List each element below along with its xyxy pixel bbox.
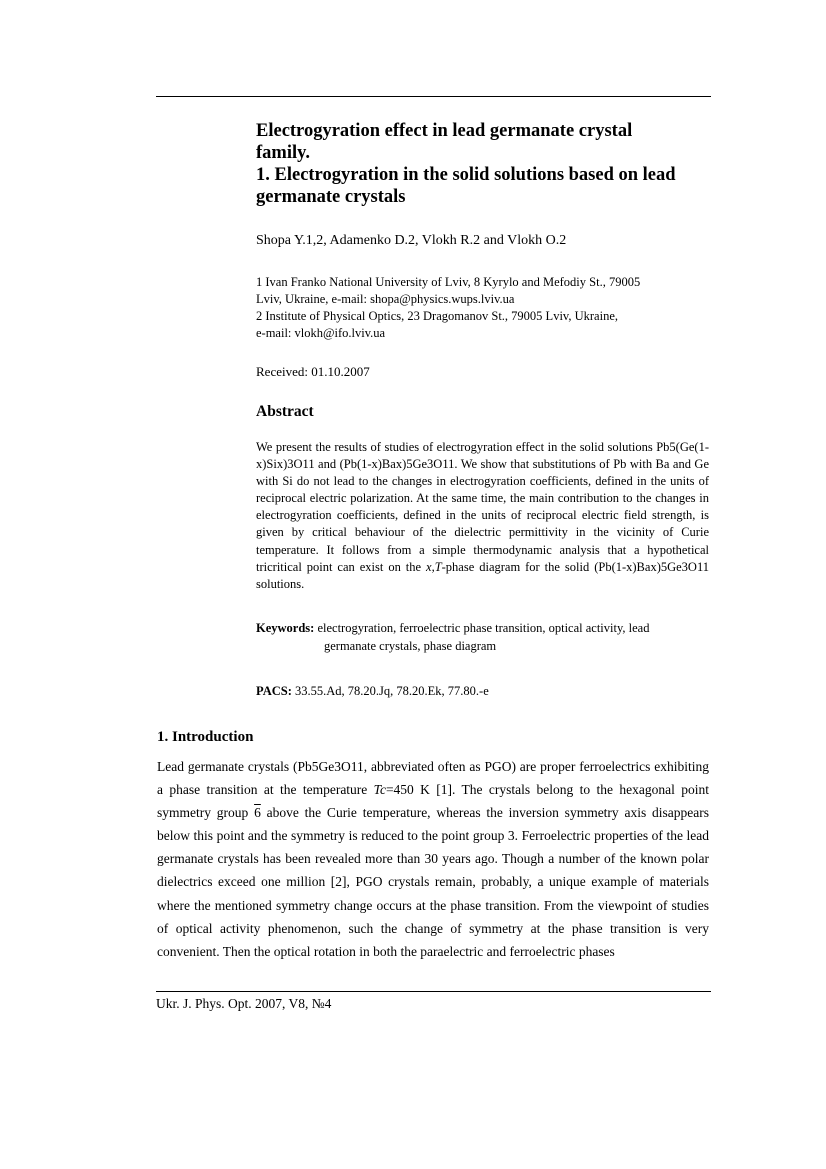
abstract-body: We present the results of studies of electrogyration effect in the solid solutions Pb5(Ge(1-x)Six)3O11 and (Pb(1-x)Bax)5Ge3O11. We show that substitutions of Pb with Ba and Ge with Si do not lead to the changes in electrogyration coefficients, defined in the units of reciprocal electric polarization. At the same time, the main contribution to the changes in electrogyration coefficients, defined in the units of reciprocal electric field strength, is given by critical behaviour of the dielectric permittivity in the vicinity of Curie temperature. It follows from a simple thermodynamic analysis that a hypothetical tricritical point can exist on the x,T-phase diagram for the solid (Pb(1-x)Bax)5Ge3O11 solutions.: [256, 440, 709, 591]
section-heading-introduction: 1. Introduction: [157, 729, 254, 745]
formula: Pb5(Ge(1-x)Six)3O11: [256, 440, 709, 472]
formula: (Pb(1-x)Bax)5Ge3O11: [339, 457, 455, 472]
abstract-heading: Abstract: [256, 403, 314, 420]
received-date: Received: 01.10.2007: [256, 364, 370, 379]
pacs-label: PACS:: [256, 684, 292, 698]
affiliation-2-line: 2 Institute of Physical Optics, 23 Dragomanov St., 79005 Lviv, Ukraine,: [256, 309, 618, 323]
journal-footer: Ukr. J. Phys. Opt. 2007, V8, №4: [156, 996, 332, 1011]
footer-rule: [156, 991, 711, 992]
header-rule: [156, 96, 711, 97]
author-list: Shopa Y.1,2, Adamenko D.2, Vlokh R.2 and Vlokh O.2: [256, 233, 567, 248]
title-line: germanate crystals: [256, 187, 406, 207]
formula: Pb5Ge3O11: [297, 759, 364, 774]
introduction-body: Lead germanate crystals (Pb5Ge3O11, abbreviated often as PGO) are proper ferroelectrics exhibiting a phase transition at the temperature Tc=450 K [1]. The crystals belong to the hexagonal point symmetry group 6 above the Curie temperature, whereas the inversion symmetry axis disappears below this point and the symmetry is reduced to the point group 3. Ferroelectric properties of the lead germanate crystals has been revealed more than 30 years ago. Though a number of the known polar dielectrics exceed one million [2], PGO crystals remain, probably, a unique example of materials where the mentioned symmetry change occurs at the phase transition. From the viewpoint of studies of optical activity phenomenon, such the change of symmetry at the phase transition is very convenient. Then the optical rotation in both the paraelectric and ferroelectric phases: [157, 759, 709, 959]
point-group-6: 6: [254, 805, 261, 821]
title-line: family.: [256, 143, 310, 163]
title-line: 1. Electrogyration in the solid solutions based on lead: [256, 165, 676, 185]
keywords: Keywords: electrogyration, ferroelectric phase transition, optical activity, lead germanate crystals, phase diagram: [256, 621, 650, 653]
pacs-codes: PACS: 33.55.Ad, 78.20.Jq, 78.20.Ek, 77.80.-e: [256, 684, 489, 698]
formula: (Pb(1-x)Bax)5Ge3O11: [594, 559, 709, 574]
title-line: Electrogyration effect in lead germanate crystal: [256, 121, 633, 141]
paper-title: [256, 120, 716, 208]
affiliation-1-line: Lviv, Ukraine, e-mail: shopa@physics.wups.lviv.ua: [256, 292, 515, 306]
affiliation-2-line: e-mail: vlokh@ifo.lviv.ua: [256, 326, 386, 340]
keywords-label: Keywords:: [256, 621, 315, 635]
point-group-3: 3: [507, 828, 515, 844]
affiliation-1-line: 1 Ivan Franko National University of Lviv, 8 Kyrylo and Mefodiy St., 79005: [256, 275, 641, 289]
curie-temperature-symbol: Tc: [373, 782, 386, 798]
affiliations: [256, 274, 711, 342]
